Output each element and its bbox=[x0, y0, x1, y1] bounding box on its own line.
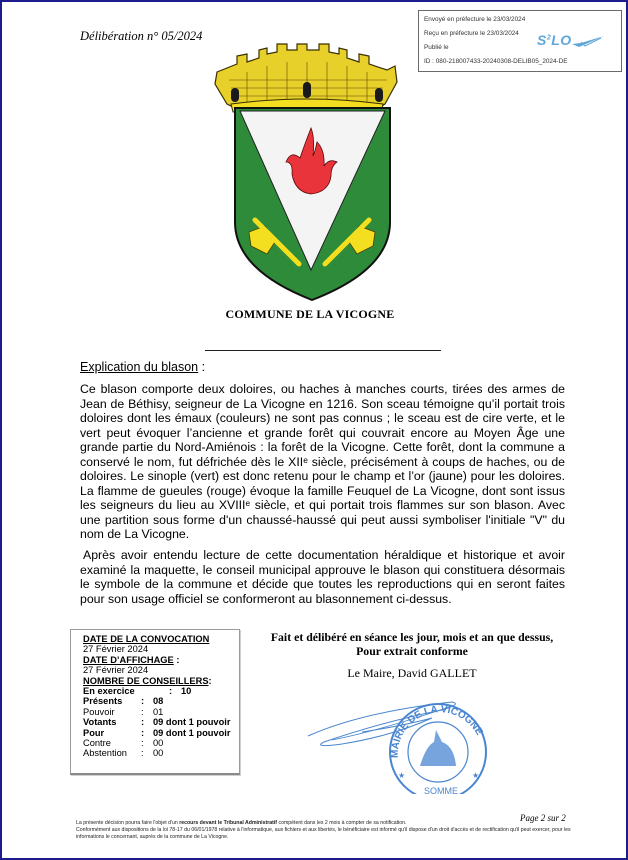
row-abstention: Abstention : 00 bbox=[83, 748, 164, 759]
svg-text:MAIRIE DE LA VICOGNE: MAIRIE DE LA VICOGNE bbox=[389, 704, 485, 759]
section-heading bbox=[80, 360, 205, 374]
prefecture-stamp bbox=[418, 10, 622, 72]
meeting-info-box bbox=[70, 629, 240, 775]
stamp-id: ID : 080-218007433-20240308-DELIB05_2024-DE bbox=[424, 58, 568, 65]
conseillers-suffix: : bbox=[208, 675, 212, 686]
row-value: 09 dont 1 pouvoir bbox=[153, 717, 231, 728]
row-value: 08 bbox=[153, 696, 164, 707]
row-label: En exercice bbox=[83, 686, 135, 697]
signature-line1: Fait et délibéré en séance les jour, mois et an que dessus, bbox=[270, 630, 554, 644]
row-pour: Pour : 09 dont 1 pouvoir bbox=[83, 727, 231, 738]
coat-of-arms-icon bbox=[207, 42, 407, 304]
legal-data-protection: Conformément aux dispositions de la loi 78-17 du 06/01/1978 relative à l'informatique, aux fichiers et aux libertés, le bénéficiaire est informé qu'il dispose d'un droit d'accès et de rectification qu'il peut exercer, pour les informations le concernant, auprès de la commune de La Vicogne. bbox=[76, 827, 571, 840]
signature-block bbox=[247, 630, 577, 681]
logo-sup: 2 bbox=[546, 34, 552, 42]
row-label: Votants bbox=[83, 717, 117, 728]
row-value: 00 bbox=[153, 748, 164, 759]
logo-s: S bbox=[537, 32, 547, 48]
stamp-received: Reçu en préfecture le 23/03/2024 bbox=[424, 30, 519, 37]
affichage-label: DATE D’AFFICHAGE bbox=[83, 654, 174, 665]
shield-icon bbox=[235, 108, 390, 300]
stamp-published: Publié le bbox=[424, 44, 449, 51]
deliberation-number: Délibération n° 05/2024 bbox=[80, 29, 203, 43]
legal-text-c: compétent dans les 2 mois à compter de sa notification. bbox=[277, 820, 407, 826]
s2low-check-icon bbox=[571, 35, 605, 49]
convocation-date: 27 Février 2024 bbox=[83, 644, 149, 655]
stamp-sent: Envoyé en préfecture le 23/03/2024 bbox=[424, 16, 526, 23]
legal-footer bbox=[76, 820, 596, 841]
title-separator bbox=[205, 350, 441, 351]
town-seal-icon bbox=[384, 702, 490, 794]
row-value: 00 bbox=[153, 738, 164, 749]
svg-text:★: ★ bbox=[472, 771, 480, 780]
commune-title: COMMUNE DE LA VICOGNE bbox=[225, 307, 395, 321]
row-votants: Votants : 09 dont 1 pouvoir bbox=[83, 717, 231, 728]
row-contre: Contre : 00 bbox=[83, 738, 164, 749]
svg-text:SOMME: SOMME bbox=[424, 786, 459, 794]
row-label: Contre bbox=[83, 738, 111, 749]
affichage-suffix: : bbox=[173, 654, 180, 665]
row-value: 10 bbox=[181, 686, 192, 697]
signature-line2: Pour extrait conforme bbox=[356, 644, 468, 658]
conseillers-label: NOMBRE DE CONSEILLERS bbox=[83, 675, 209, 686]
decision-paragraph: Après avoir entendu lecture de cette documentation héraldique et historique et avoir examiné la maquette, le conseil municipal approuve le blason qui constituera désormais le symbole de la commune et décide que toutes les reproductions qui en seront faites pour son usage officiel se conformeront au blasonnement ci-dessus. bbox=[80, 548, 565, 606]
legal-text-a: La présente décision pourra faire l'objet d'un bbox=[76, 820, 180, 826]
s2low-logo bbox=[537, 32, 572, 48]
svg-text:★: ★ bbox=[398, 771, 406, 780]
page-number: Page 2 sur 2 bbox=[520, 813, 566, 823]
convocation-label: DATE DE LA CONVOCATION bbox=[83, 634, 210, 644]
logo-rest: LO bbox=[551, 32, 572, 48]
mayor-name: Le Maire, David GALLET bbox=[347, 666, 477, 680]
row-label: Présents bbox=[83, 696, 123, 707]
affichage-date: 27 Février 2024 bbox=[83, 665, 149, 676]
row-value: 09 dont 1 pouvoir bbox=[153, 727, 231, 738]
mural-crown-icon bbox=[215, 44, 397, 112]
legal-recourse bbox=[76, 820, 596, 827]
row-presents: Présents : 08 bbox=[83, 696, 164, 707]
row-label: Abstention bbox=[83, 748, 127, 759]
heading-suffix: : bbox=[198, 360, 206, 374]
row-pouvoir: Pouvoir : 01 bbox=[83, 706, 164, 717]
heading-text: Explication du blason bbox=[80, 360, 199, 374]
explanation-paragraph: Ce blason comporte deux doloires, ou haches à manches courts, tirées des armes de Jean de Béthisy, seigneur de La Vicogne en 1216. Son sceau témoigne qu’il portait trois doloires dont les émaux (couleurs) ne sont pas connus ; le sceau est de cire verte, et le vert peut évoquer l’ancienne et grande forêt qui couvrait encore au Moyen Âge une grande partie du Nord-Amiénois : la forêt de la Vicogne. Cette forêt, dont la commune a conservé le nom, fut défrichée dès le XIIᵉ siècle, précisément à coups de haches, ou de doloires. Le sinople (vert) est donc retenu pour le champ et l’or (jaune) pour les doloires. La flamme de gueules (rouge) évoque la famille Feuquel de La Vicogne, dont sont issus les seigneurs du lieu au XVIIIᵉ siècle, et qui portait trois flammes sur son blason. Avec une partition sous forme d'un chaussé-haussé qui peut aussi symboliser l'initiale "V" du nom de La Vicogne. bbox=[80, 382, 565, 541]
row-label: Pour bbox=[83, 727, 105, 738]
row-label: Pouvoir bbox=[83, 706, 115, 717]
row-value: 01 bbox=[153, 706, 164, 717]
legal-text-b: recours devant le Tribunal Administratif bbox=[179, 820, 278, 826]
row-en-exercice: En exercice : 10 bbox=[83, 686, 192, 697]
